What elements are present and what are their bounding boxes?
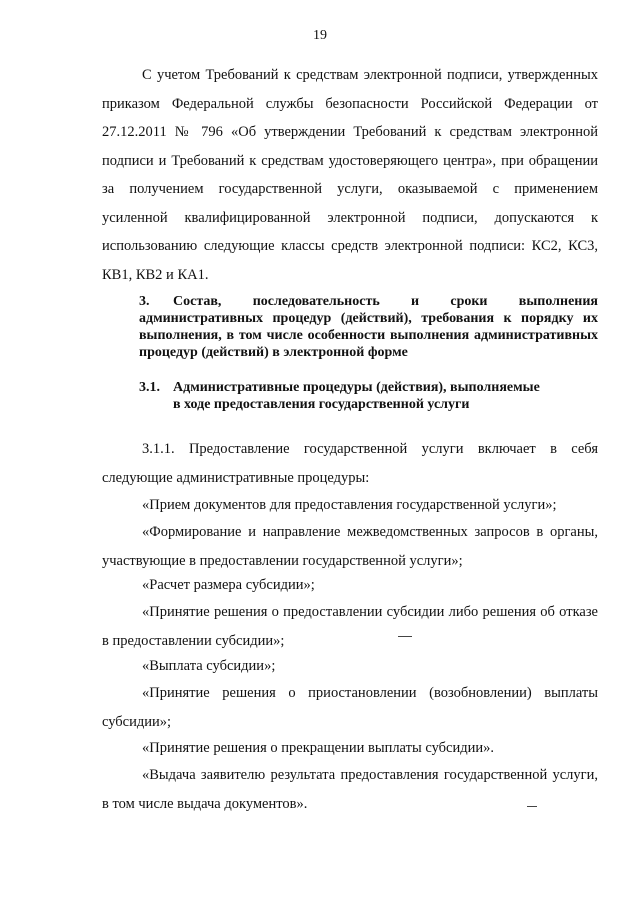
scan-mark — [398, 636, 412, 637]
procedure-item: «Принятие решения о предоставлении субсидии либо решения об отказе в предоставлении субсидии»; — [102, 604, 598, 649]
procedure-item: «Формирование и направление межведомственных запросов в органы, участвующие в предоставлении государственной услуги»; — [102, 524, 598, 569]
procedure-item: «Прием документов для предоставления государственной услуги»; — [142, 497, 557, 513]
section-3-heading — [139, 293, 598, 361]
procedure-item: «Принятие решения о прекращении выплаты субсидии». — [142, 740, 494, 756]
section-3-title: Состав, последовательность и сроки выполнения административных процедур (действий), требования к порядку их выполнения, в том числе особенности выполнения административных процедур (действий) в электронной форме — [139, 294, 598, 360]
procedure-item: «Принятие решения о приостановлении (возобновлении) выплаты субсидии»; — [102, 685, 598, 730]
procedure-item: «Расчет размера субсидии»; — [142, 577, 315, 593]
section-3-1-heading — [139, 379, 598, 413]
intro-paragraph: С учетом Требований к средствам электронной подписи, утвержденных приказом Федеральной службы безопасности Российской Федерации от 27.12.2011 № 796 «Об утверждении Требований к средствам электронной подписи и Требований к средствам удостоверяющего центра», при обращении за получением государственной услуги, оказываемой с применением усиленной квалифицированной электронной подписи, допускаются к использованию следующие классы средств электронной подписи: КС2, КС3, КВ1, КВ2 и КА1. — [102, 67, 598, 283]
scan-mark — [527, 806, 537, 807]
section-3-number: 3. — [139, 294, 150, 309]
section-3-1-title-line2: в ходе предоставления государственной услуги — [173, 397, 470, 412]
section-3-1-number: 3.1. — [139, 380, 160, 395]
paragraph-3-1-1: 3.1.1. Предоставление государственной услуги включает в себя следующие административные процедуры: — [102, 441, 598, 486]
procedure-item: «Выплата субсидии»; — [142, 658, 276, 674]
section-3-1-title-line1: Административные процедуры (действия), выполняемые — [173, 380, 540, 395]
page-number: 19 — [313, 28, 327, 43]
procedure-item: «Выдача заявителю результата предоставления государственной услуги, в том числе выдача документов». — [102, 767, 598, 812]
